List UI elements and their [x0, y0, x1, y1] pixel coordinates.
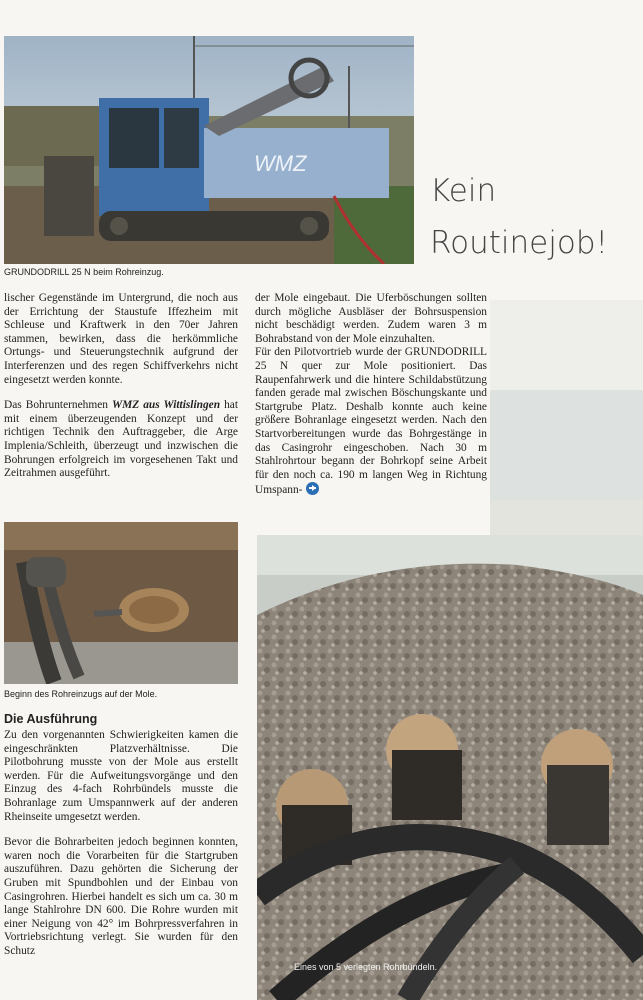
column-2 — [255, 292, 487, 498]
photo-caption-pipe-bundles: Eines von 5 verlegten Rohrbündeln. — [294, 962, 438, 972]
paragraph: Bevor die Bohrarbeiten jedoch beginnen konnten, waren noch die Vorarbeiten für die Startgruben auszuführen. Dazu gehörten die Sicherung der Gruben mit Spundbohlen und der Einbau von Casingrohren. Hierbei handelt es sich um ca. 30 m lange Stahlrohre DN 600. Die Rohre wurden mit einer Neigung von 42° im Bohrpressverfahren in Vortriebsrichtung verlegt. Sie wurden für den Schutz — [4, 836, 238, 957]
headline-line-2: Routinejob! — [430, 225, 608, 261]
paragraph: Das Bohrunternehmen WMZ aus Wittislingen hat mit einem überzeugenden Konzept und der richtigen Technik den Auftraggeber, die Arge Implenia/Schleith, überzeugt und inzwischen die Bohrungen erfolgreich im vorgesehenen Takt und Zeitrahmen ausgeführt. — [4, 399, 238, 480]
column-1-lower — [4, 729, 238, 959]
photo-background-river — [490, 300, 643, 535]
paragraph: lischer Gegenstände im Untergrund, die noch aus der Errichtung der Staustufe Iffezheim mit Schleuse und Kraftwerk in den 70er Jahren stammen, bewirken, dass die herkömmliche Ortungs- und Steuerungstechnik aufgrund der Interferenzen und des regen Schiffverkehrs nicht eingesetzt werden konnte. — [4, 292, 238, 386]
photo-pipe-bundles — [257, 535, 643, 1000]
paragraph: der Mole eingebaut. Die Uferböschungen sollten durch mögliche Ausbläser der Bohrsuspension nicht beschädigt werden. Zudem waren 3 m Bohrabstand von der Mole einzuhalten. — [255, 292, 487, 345]
paragraph: Für den Pilotvortrieb wurde der GRUNDODRILL 25 N quer zur Mole positioniert. Das Raupenfahrwerk und die hintere Schildabstützung fanden gerade mal zwischen Böschungskante und Startgrube Platz. Deshalb konnte auch keine größere Bohranlage eingesetzt werden. Nach den Startvorbereitungen wurde das Bohrgestänge in das Casingrohr eingeschoben. Nach 30 m Stahlrohrtour begann der Bohrkopf seine Arbeit für den noch ca. 190 m langen Weg in Richtung Umspann- — [255, 346, 487, 497]
company-name: WMZ aus Wittislingen — [112, 399, 221, 412]
column-1-upper — [4, 292, 238, 481]
paragraph: Zu den vorgenannten Schwierigkeiten kamen die eingeschränkten Platzverhältnisse. Die Pilotbohrung musste von der Mole aus erstellt werden. Für die Aufweitungsvorgänge und den Einzug des 4-fach Rohrbündels musste die Bohranlage zum Umspannwerk auf der anderen Rheinseite umgesetzt werden. — [4, 729, 238, 823]
truck-logo: WMZ — [254, 151, 307, 176]
section-heading: Die Ausführung — [4, 712, 98, 726]
photo-caption-rig: GRUNDODRILL 25 N beim Rohreinzug. — [4, 267, 164, 277]
photo-caption-drill-head: Beginn des Rohreinzugs auf der Mole. — [4, 689, 158, 699]
photo-drilling-rig — [4, 36, 414, 264]
continue-arrow-icon — [306, 482, 319, 495]
photo-drill-head — [4, 522, 238, 684]
article-headline — [430, 165, 635, 269]
headline-line-1: Kein — [430, 173, 497, 209]
